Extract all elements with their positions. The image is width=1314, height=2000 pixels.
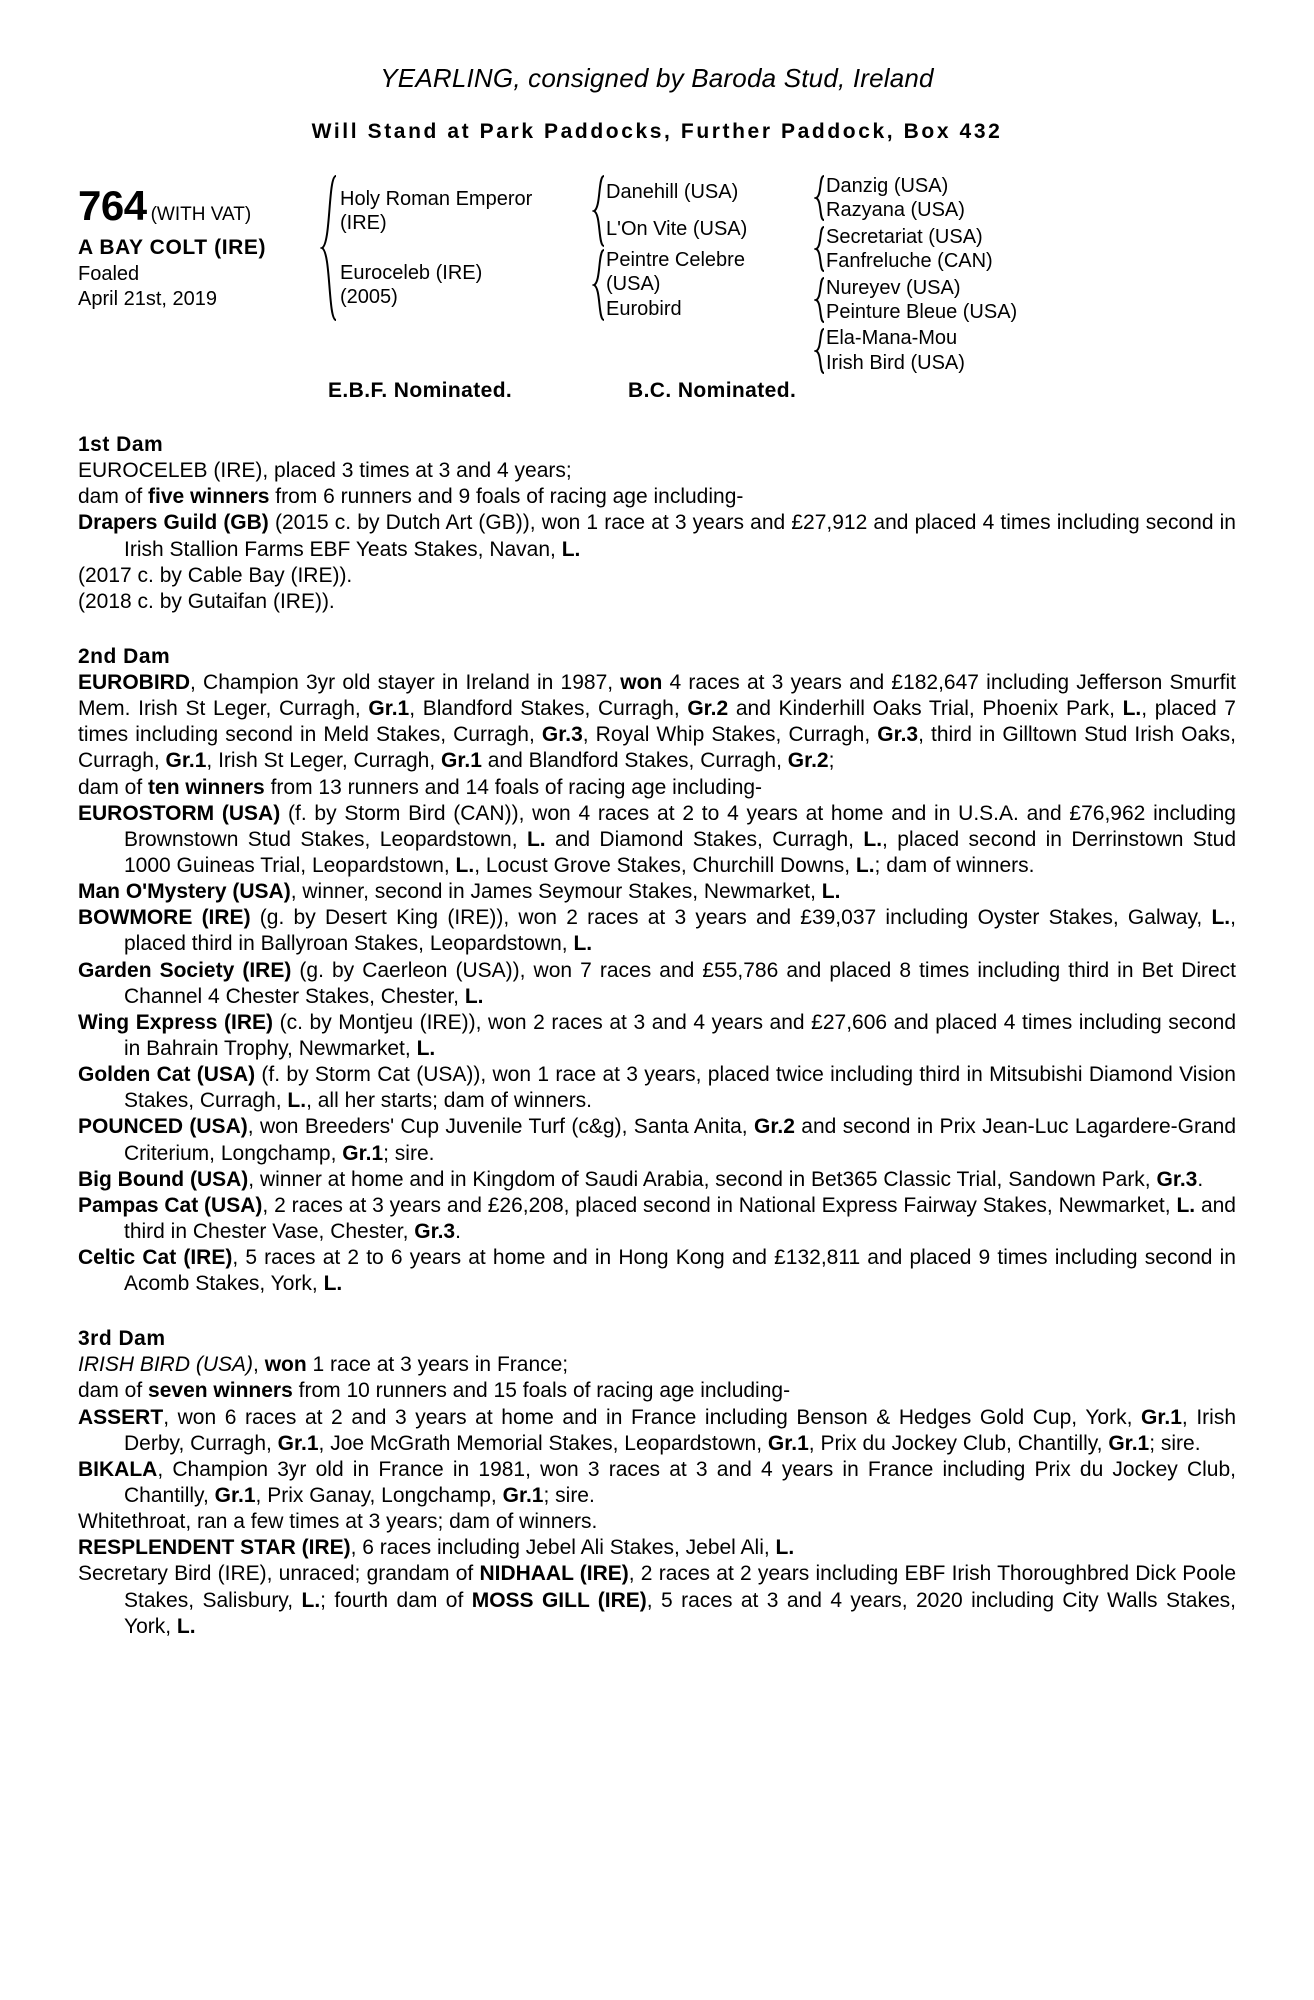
brace-g3-3-icon <box>814 276 826 324</box>
pedigree-block <box>78 174 1236 375</box>
g3-name-4: Nureyev (USA) <box>826 276 961 299</box>
first-dam-damof <box>78 484 1236 510</box>
third-dam-damof: dam of seven winners from 10 runners and 15 foals of racing age including- <box>78 1379 791 1403</box>
sire-parents-group <box>592 174 814 248</box>
list-item <box>78 510 1236 562</box>
foaled-date: April 21st, 2019 <box>78 287 217 310</box>
g3-name-2: Secretariat (USA) <box>826 225 983 248</box>
lot-vat-note: (WITH VAT) <box>150 204 252 225</box>
sire-name-line1: Holy Roman Emperor <box>340 187 533 210</box>
generation-1 <box>340 174 592 322</box>
sire-cell <box>340 174 592 248</box>
progeny-text: (2015 c. by Dutch Art (GB)), won 1 race at 3 years and £27,912 and placed 4 times including second in Irish Stallion Farms EBF Yeats Stakes, Navan, L. <box>124 511 1236 561</box>
sire-dam-name: L'On Vite (USA) <box>606 218 748 241</box>
first-dam-title: 1st Dam <box>78 433 164 457</box>
sire-name-line2: (IRE) <box>340 212 387 234</box>
progeny-name: EUROSTORM (USA) <box>78 801 281 825</box>
second-dam-lead-text: , Champion 3yr old stayer in Ireland in 1987, won 4 races at 3 years and £182,647 including Jefferson Smurfit Mem. Irish St Leger, Curragh, Gr.1, Blandford Stakes, Curragh, Gr.2 and Kinderhill Oaks Trial, Phoenix Park, L., placed 7 times including second in Meld Stakes, Curragh, Gr.3, Royal Whip Stakes, Curragh, Gr.3, third in Gilltown Stud Irish Oaks, Curragh, Gr.1, Irish St Leger, Curragh, Gr.1 and Blandford Stakes, Curragh, Gr.2; <box>78 670 1236 773</box>
progeny-text: (2018 c. by Gutaifan (IRE)). <box>78 589 335 613</box>
second-dam-name: EUROBIRD <box>78 670 191 694</box>
list-item <box>78 905 1236 957</box>
lot-number: 764 <box>78 182 147 229</box>
g3-group-4 <box>814 326 1044 375</box>
first-dam-name: EUROCELEB (IRE) <box>78 459 263 483</box>
g3-group-1 <box>814 174 1044 223</box>
progeny-name: Big Bound (USA) <box>78 1167 249 1191</box>
list-item <box>78 801 1236 879</box>
dam-name-line2: (2005) <box>340 286 398 308</box>
lot-info <box>78 174 320 312</box>
brace-dam-parents-icon <box>592 248 606 322</box>
progeny-text: , 5 races at 2 to 6 years at home and in Hong Kong and £132,811 and placed 9 times including second in Acomb Stakes, York, L. <box>124 1246 1236 1296</box>
first-dam-damof-pre: dam of <box>78 485 149 509</box>
g3-name-5: Peinture Bleue (USA) <box>826 300 1018 323</box>
dam-cell <box>340 248 592 322</box>
lot-number-line <box>78 182 320 230</box>
list-item <box>78 1509 1236 1535</box>
stand-line: Will Stand at Park Paddocks, Further Paddock, Box 432 <box>311 120 1003 143</box>
brace-sire-dam-icon <box>320 174 338 322</box>
second-dam-lead <box>78 670 1236 775</box>
second-dam-progeny-list <box>78 801 1236 1298</box>
g3-group-3 <box>814 276 1044 325</box>
g3-name-6: Ela-Mana-Mou <box>826 327 958 350</box>
g3-name-3: Fanfreluche (CAN) <box>826 250 993 273</box>
first-dam-lead-rest: , placed 3 times at 3 and 4 years; <box>262 459 572 483</box>
brace-sire-parents-icon <box>592 174 606 248</box>
progeny-name: Man O'Mystery (USA) <box>78 880 291 904</box>
third-dam-lead <box>78 1352 1236 1378</box>
second-dam-damof: dam of ten winners from 13 runners and 14 foals of racing age including- <box>78 775 763 799</box>
foaled-label: Foaled <box>78 263 140 285</box>
list-item <box>78 1245 1236 1297</box>
progeny-text: , winner at home and in Kingdom of Saudi Arabia, second in Bet365 Classic Trial, Sandown Park, Gr.3. <box>248 1167 1204 1191</box>
first-dam-winner-count: five winners <box>148 485 270 509</box>
third-dam-name: IRISH BIRD (USA) <box>78 1353 254 1377</box>
third-dam-section <box>78 1327 1236 1640</box>
progeny-text: , 2 races at 3 years and £26,208, placed second in National Express Fairway Stakes, Newmarket, L. and third in Chester Vase, Chester, Gr.3. <box>124 1193 1236 1243</box>
first-dam-section <box>78 433 1236 615</box>
progeny-name: Drapers Guild (GB) <box>78 511 269 535</box>
brace-g3-2-icon <box>814 225 826 273</box>
progeny-text: (f. by Storm Cat (USA)), won 1 race at 3 years, placed twice including third in Mitsubishi Diamond Vision Stakes, Curragh, L., all her starts; dam of winners. <box>124 1063 1236 1113</box>
progeny-name: POUNCED (USA) <box>78 1115 248 1139</box>
progeny-name: Golden Cat (USA) <box>78 1063 256 1087</box>
dam-name-line1: Euroceleb (IRE) <box>340 261 483 284</box>
colt-description: A BAY COLT (IRE) <box>78 236 267 259</box>
g3-group-2 <box>814 225 1044 274</box>
list-item <box>78 1457 1236 1509</box>
g3-name-0: Danzig (USA) <box>826 175 949 197</box>
sire-sire-name: Danehill (USA) <box>606 181 739 204</box>
progeny-name: Celtic Cat (IRE) <box>78 1246 233 1270</box>
progeny-text: Whitethroat, ran a few times at 3 years; dam of winners. <box>78 1510 598 1534</box>
list-item <box>78 1193 1236 1245</box>
progeny-text: (c. by Montjeu (IRE)), won 2 races at 3 and 4 years and £27,606 and placed 4 times including second in Bahrain Trophy, Newmarket, L. <box>124 1010 1237 1060</box>
list-item <box>78 589 1236 615</box>
progeny-text: (f. by Storm Bird (CAN)), won 4 races at 2 to 4 years at home and in U.S.A. and £76,962 including Brownstown Stud Stakes, Leopardstown, L. and Diamond Stakes, Curragh, L., placed second in Derrinstown Stud 1000 Guineas Trial, Leopardstown, L., Locust Grove Stakes, Churchill Downs, L.; dam of winners. <box>124 801 1236 877</box>
list-item <box>78 1167 1236 1193</box>
generation-3 <box>814 174 1044 375</box>
dam-sire-name-line1: Peintre Celebre <box>606 248 745 271</box>
progeny-text: (2017 c. by Cable Bay (IRE)). <box>78 563 353 587</box>
progeny-text: , won 6 races at 2 and 3 years at home and in France including Benson & Hedges Gold Cup, York, Gr.1, Irish Derby, Curragh, Gr.1, Joe McGrath Memorial Stakes, Leopardstown, Gr.1, Prix du Jockey Club, Chantilly, Gr.1; sire. <box>124 1405 1237 1455</box>
consignment-line: YEARLING, consigned by Baroda Stud, Ireland <box>380 63 934 93</box>
third-dam-progeny-list <box>78 1405 1236 1640</box>
progeny-text: , 6 races including Jebel Ali Stakes, Jebel Ali, L. <box>350 1536 795 1560</box>
second-dam-title: 2nd Dam <box>78 644 171 668</box>
ebf-nominated: E.B.F. Nominated. <box>328 379 513 403</box>
second-dam-section <box>78 645 1236 1297</box>
progeny-text: Secretary Bird (IRE), unraced; grandam of NIDHAAL (IRE), 2 races at 2 years including EBF Irish Thoroughbred Dick Poole Stakes, Salisbury, L.; fourth dam of MOSS GILL (IRE), 5 races at 3 and 4 years, 2020 including City Walls Stakes, York, L. <box>78 1562 1236 1638</box>
generation-2 <box>592 174 814 322</box>
dam-sire-name-line2: (USA) <box>606 273 661 295</box>
dam-parents-group <box>592 248 814 322</box>
list-item <box>78 1062 1236 1114</box>
progeny-text: , winner, second in James Seymour Stakes, Newmarket, L. <box>290 880 841 904</box>
list-item <box>78 1405 1236 1457</box>
list-item <box>78 563 1236 589</box>
progeny-name: Pampas Cat (USA) <box>78 1193 263 1217</box>
list-item <box>78 1535 1236 1561</box>
brace-g3-4-icon <box>814 327 826 375</box>
brace-g3-1-icon <box>814 174 826 222</box>
third-dam-lead-text: , won 1 race at 3 years in France; <box>253 1353 569 1377</box>
list-item <box>78 1114 1236 1166</box>
dam-dam-name: Eurobird <box>606 297 682 320</box>
progeny-name: Wing Express (IRE) <box>78 1010 274 1034</box>
list-item <box>78 1561 1236 1639</box>
first-dam-lead <box>78 458 1236 484</box>
progeny-name: BOWMORE (IRE) <box>78 906 251 930</box>
g3-name-7: Irish Bird (USA) <box>826 351 965 374</box>
progeny-name: Garden Society (IRE) <box>78 958 292 982</box>
progeny-text: , won Breeders' Cup Juvenile Turf (c&g), Santa Anita, Gr.2 and second in Prix Jean-Luc Lagardere-Grand Criterium, Longchamp, Gr.1; sire. <box>124 1115 1236 1165</box>
progeny-name: ASSERT <box>78 1405 164 1429</box>
progeny-text: (g. by Desert King (IRE)), won 2 races at 3 years and £39,037 including Oyster Stakes, Galway, L., placed third in Ballyroan Stakes, Leopardstown, L. <box>124 906 1236 956</box>
list-item <box>78 1010 1236 1062</box>
g3-name-1: Razyana (USA) <box>826 199 965 222</box>
progeny-text: , Champion 3yr old in France in 1981, won 3 races at 3 and 4 years in France including Prix du Jockey Club, Chantilly, Gr.1, Prix Ganay, Longchamp, Gr.1; sire. <box>124 1457 1236 1508</box>
nomination-line <box>328 379 1236 403</box>
progeny-name: BIKALA <box>78 1457 158 1481</box>
list-item <box>78 958 1236 1010</box>
first-dam-progeny-list <box>78 510 1236 615</box>
bc-nominated: B.C. Nominated. <box>628 379 797 403</box>
third-dam-title: 3rd Dam <box>78 1327 166 1351</box>
first-dam-damof-rest: from 6 runners and 9 foals of racing age including- <box>269 485 744 509</box>
list-item <box>78 879 1236 905</box>
progeny-text: (g. by Caerleon (USA)), won 7 races and £55,786 and placed 8 times including third in Bet Direct Channel 4 Chester Stakes, Chester, L. <box>124 958 1237 1008</box>
progeny-name: RESPLENDENT STAR (IRE) <box>78 1536 351 1560</box>
